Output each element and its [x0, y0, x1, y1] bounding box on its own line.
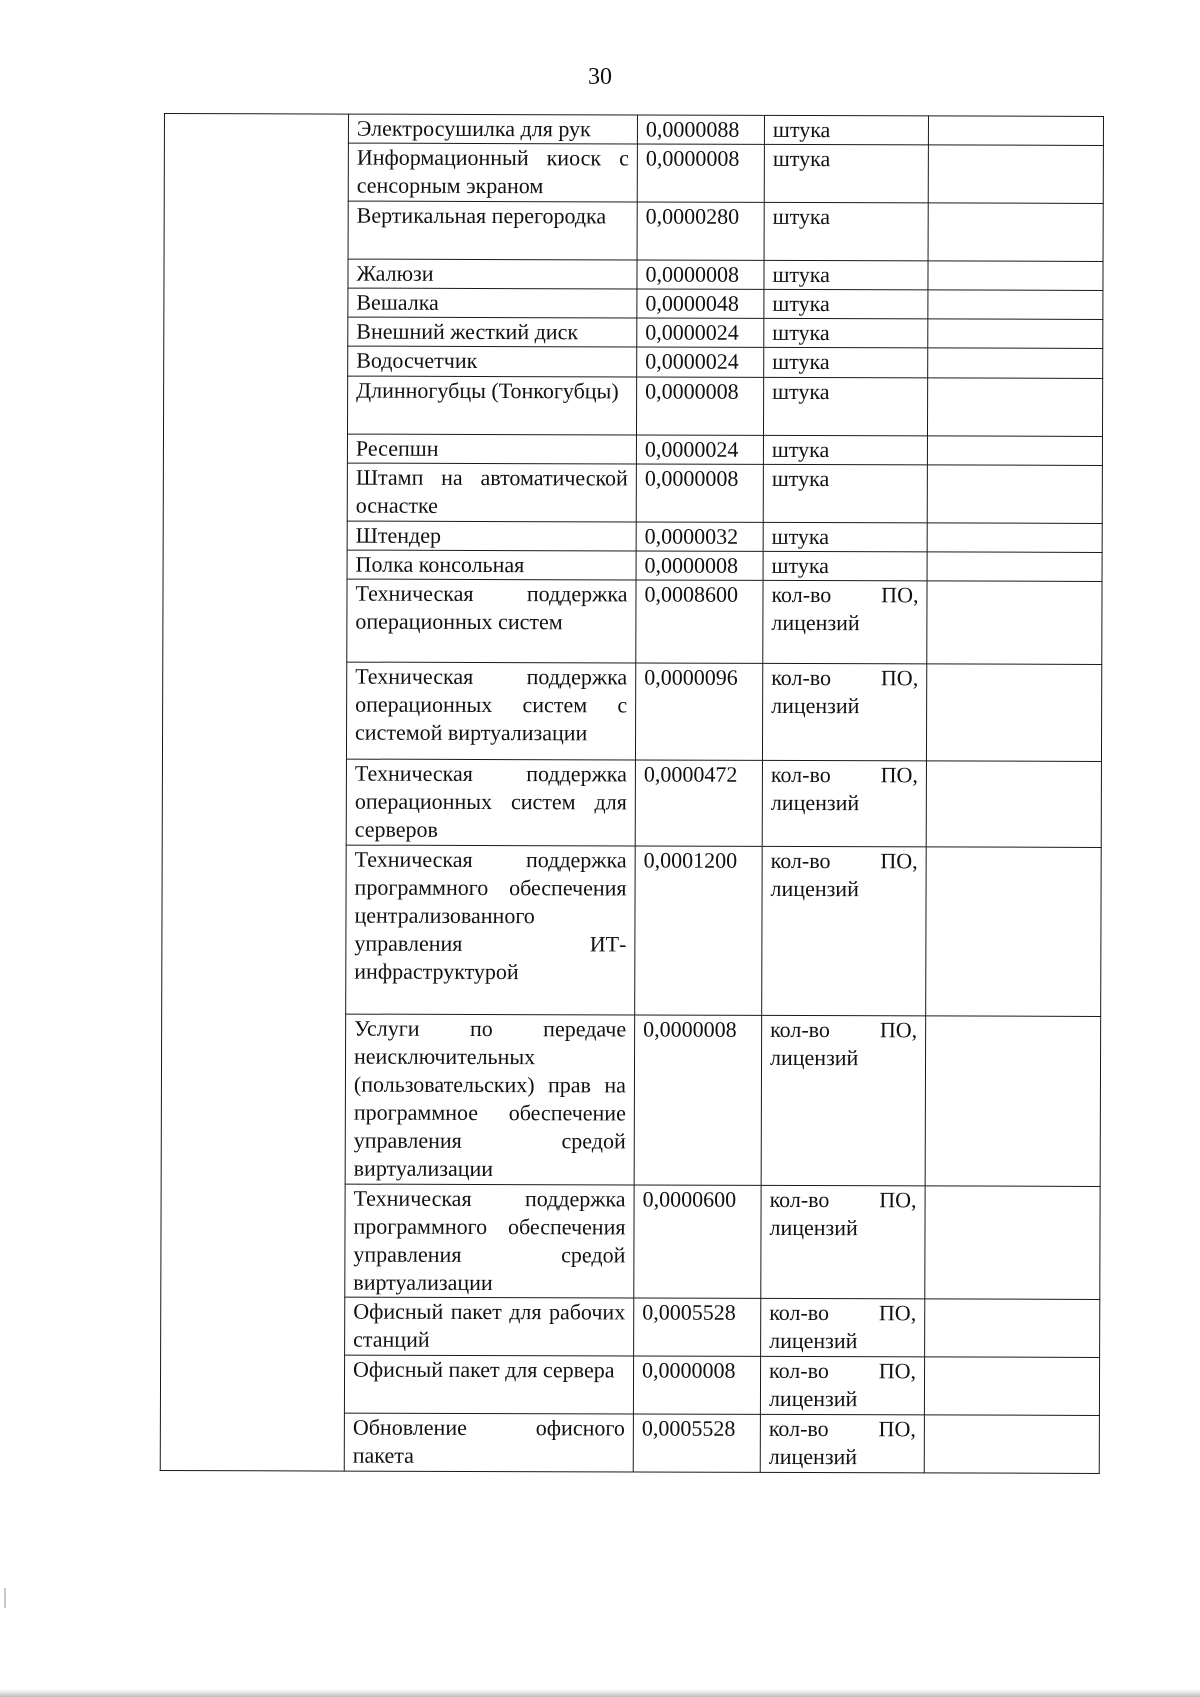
unit-cell	[764, 115, 928, 145]
norm-value-cell: 0,0005528	[633, 1414, 760, 1472]
unit-cell	[764, 144, 928, 203]
item-name-cell: Ресепшн	[347, 434, 636, 464]
empty-cell	[928, 145, 1103, 204]
norm-value-cell: 0,0000024	[637, 318, 764, 347]
unit-text: кол-во ПО, лицензий	[768, 1357, 917, 1412]
unit-text: штука	[772, 203, 831, 230]
unit-cell	[761, 1015, 926, 1186]
empty-cell	[928, 261, 1103, 291]
unit-text: кол-во ПО, лицензий	[769, 1186, 917, 1241]
norm-value-cell: 0,0000048	[637, 289, 764, 318]
item-name-cell: Полка консольная	[347, 550, 636, 580]
unit-cell	[761, 1298, 925, 1357]
unit-cell	[762, 846, 927, 1016]
norm-value-cell: 0,0000280	[637, 202, 764, 260]
unit-text: штука	[771, 523, 830, 550]
unit-text: штука	[772, 378, 830, 405]
empty-cell	[927, 523, 1102, 553]
empty-cell	[924, 1415, 1099, 1474]
empty-cell	[924, 1357, 1099, 1416]
empty-cell	[926, 761, 1101, 848]
unit-text: штука	[771, 465, 830, 492]
item-name-cell: Услуги по передаче неисключительных (пользовательских) прав на программное обеспечение управления средой виртуализации	[345, 1014, 635, 1185]
norm-value-cell: 0,0000096	[635, 663, 762, 760]
unit-text: кол-во ПО, лицензий	[769, 1299, 917, 1354]
norm-value-cell: 0,0000024	[637, 347, 764, 377]
norm-value-cell: 0,0000472	[635, 760, 762, 846]
item-name-cell: Информационный киоск с сенсорным экраном	[348, 143, 637, 202]
item-name-cell: Водосчетчик	[348, 346, 637, 377]
item-name-cell: Вертикальная перегородка	[348, 201, 637, 260]
unit-cell	[760, 1356, 924, 1415]
scan-edge	[0, 1689, 1200, 1697]
empty-cell	[925, 1186, 1100, 1300]
unit-cell	[763, 435, 927, 465]
unit-cell	[763, 522, 927, 552]
unit-cell	[763, 551, 927, 581]
empty-cell	[927, 436, 1102, 466]
table-row	[164, 114, 1103, 146]
item-name-cell: Жалюзи	[348, 259, 637, 289]
unit-cell	[764, 202, 928, 261]
norm-value-cell: 0,0000024	[636, 435, 763, 464]
item-name-cell: Штамп на автоматической оснастке	[347, 463, 636, 522]
unit-cell	[761, 1185, 925, 1299]
norm-value-cell: 0,0000008	[636, 377, 763, 435]
document-sheet	[160, 113, 1103, 1474]
merged-empty-cell	[160, 114, 348, 1472]
norm-value-cell: 0,0000088	[637, 115, 764, 144]
scan-artifact	[4, 1588, 6, 1608]
empty-cell	[928, 116, 1103, 146]
norm-value-cell: 0,0000008	[636, 551, 763, 580]
unit-text: кол-во ПО, лицензий	[768, 1415, 916, 1470]
unit-cell	[764, 347, 928, 378]
norm-value-cell: 0,0000032	[636, 522, 763, 551]
unit-cell	[762, 760, 926, 847]
empty-cell	[928, 348, 1103, 379]
unit-cell	[762, 663, 926, 761]
norm-value-cell: 0,0000008	[634, 1015, 762, 1185]
unit-text: штука	[772, 145, 831, 172]
unit-cell	[763, 464, 927, 523]
unit-text: кол-во ПО, лицензий	[771, 664, 919, 719]
unit-cell	[763, 377, 927, 436]
unit-text: штука	[771, 552, 830, 579]
item-name-cell: Техническая поддержка операционных систем для серверов	[346, 759, 635, 846]
empty-cell	[925, 1299, 1100, 1358]
unit-cell	[764, 289, 928, 319]
empty-cell	[927, 552, 1102, 582]
item-name-cell: Офисный пакет для рабочих станций	[345, 1297, 634, 1356]
item-name-cell: Внешний жесткий диск	[348, 317, 637, 347]
empty-cell	[927, 378, 1102, 437]
unit-text: кол-во ПО, лицензий	[769, 1016, 918, 1071]
norm-value-cell: 0,0008600	[636, 580, 763, 663]
page-number: 30	[588, 64, 612, 90]
norm-value-cell: 0,0000008	[637, 260, 764, 289]
norms-table-body	[160, 114, 1103, 1474]
item-name-cell: Длинногубцы (Тонкогубцы)	[347, 376, 636, 435]
item-name-cell: Обновление офисного пакета	[344, 1413, 633, 1472]
empty-cell	[928, 203, 1103, 262]
empty-cell	[928, 319, 1103, 349]
unit-text: штука	[772, 319, 830, 346]
empty-cell	[926, 664, 1101, 762]
item-name-cell: Техническая поддержка программного обеспечения управления средой виртуализации	[345, 1184, 634, 1298]
empty-cell	[927, 581, 1102, 665]
unit-cell	[760, 1414, 924, 1473]
unit-cell	[764, 260, 928, 290]
empty-cell	[925, 1016, 1101, 1187]
norm-value-cell: 0,0001200	[635, 846, 763, 1015]
norm-value-cell: 0,0000008	[636, 464, 763, 522]
unit-text: кол-во ПО, лицензий	[770, 761, 918, 816]
unit-text: кол-во ПО, лицензий	[771, 581, 919, 636]
norms-table	[160, 113, 1104, 1474]
empty-cell	[926, 847, 1102, 1017]
item-name-cell: Техническая поддержка операционных систем с системой виртуализации	[346, 662, 635, 760]
empty-cell	[928, 290, 1103, 320]
empty-cell	[927, 465, 1102, 524]
item-name-cell: Электросушилка для рук	[348, 114, 637, 144]
norm-value-cell: 0,0000600	[634, 1185, 761, 1298]
item-name-cell: Штендер	[347, 521, 636, 551]
item-name-cell: Техническая поддержка программного обеспечения централизованного управления ИТ-инфраструктурой	[346, 845, 636, 1015]
norm-value-cell: 0,0005528	[634, 1298, 761, 1356]
unit-text: штука	[772, 261, 830, 288]
unit-cell	[764, 318, 928, 348]
unit-text: штука	[772, 290, 830, 317]
item-name-cell: Вешалка	[348, 288, 637, 318]
unit-text: штука	[772, 348, 830, 375]
unit-text: кол-во ПО, лицензий	[770, 847, 918, 902]
item-name-cell: Офисный пакет для сервера	[344, 1355, 633, 1414]
item-name-cell: Техническая поддержка операционных систем	[347, 579, 636, 663]
norm-value-cell: 0,0000008	[633, 1356, 760, 1414]
unit-cell	[763, 580, 927, 664]
unit-text: штука	[772, 116, 831, 143]
norm-value-cell: 0,0000008	[637, 144, 764, 202]
unit-text: штука	[771, 436, 830, 463]
